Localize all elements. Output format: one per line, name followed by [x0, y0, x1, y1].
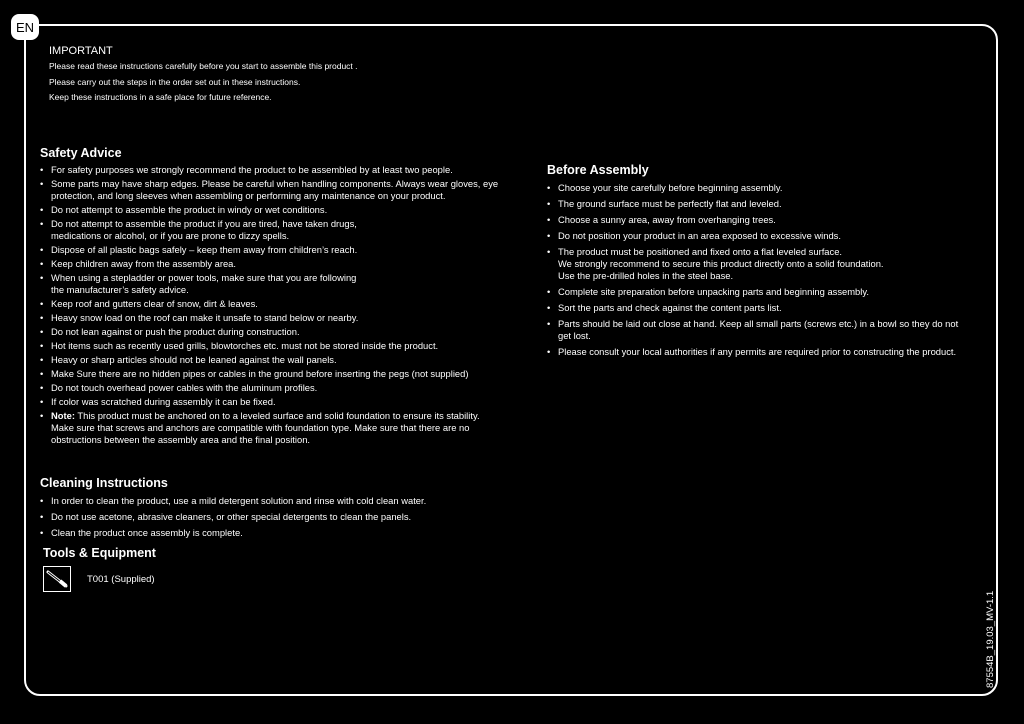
important-line: Keep these instructions in a safe place for future reference.	[49, 92, 272, 102]
important-line: Please carry out the steps in the order set out in these instructions.	[49, 76, 301, 87]
list-item-text: • Dispose of all plastic bags safely – keep them away from children’s reach.	[51, 244, 358, 255]
list-item-text: • Heavy or sharp articles should not be leaned against the wall panels.	[51, 354, 337, 365]
list-item	[40, 382, 520, 394]
list-item	[40, 298, 520, 310]
list-item-text: • Do not attempt to assemble the product in windy or wet conditions.	[51, 204, 328, 215]
list-item-text: • Keep roof and gutters clear of snow, dirt & leaves.	[51, 298, 258, 309]
list-item	[40, 218, 520, 242]
list-item-text: • Make Sure there are no hidden pipes or cables in the ground before inserting the pegs (not supplied)	[51, 368, 469, 379]
note-text: This product must be anchored on to a leveled surface and solid foundation to ensure its stability.	[77, 410, 480, 421]
section-title: Cleaning Instructions	[40, 476, 168, 490]
list-item-text: • Heavy snow load on the roof can make it unsafe to stand below or nearby.	[51, 312, 359, 323]
list-item	[547, 246, 967, 282]
list-item-text: • Do not position your product in an area exposed to excessive winds.	[558, 230, 841, 241]
list-item	[547, 198, 967, 210]
before-assembly-section	[547, 163, 967, 362]
list-item	[40, 204, 520, 216]
list-item: • In order to clean the product, use a mild detergent solution and rinse with cold clean water.	[40, 495, 520, 507]
list-item-text: • Please consult your local authorities if any permits are required prior to constructing the product.	[558, 346, 957, 357]
list-item-text: • Hot items such as recently used grills, blowtorches etc. must not be stored inside the product.	[51, 340, 439, 351]
list-item-text: Use the pre-drilled holes in the steel base.	[558, 270, 734, 281]
list-item-text: • Do not lean against or push the product during construction.	[51, 326, 300, 337]
list-item	[40, 272, 520, 296]
before-list	[547, 182, 967, 358]
important-line: Please read these instructions carefully before you start to assemble this product .	[49, 61, 358, 71]
list-item-text: • Keep children away from the assembly area.	[51, 258, 236, 269]
language-badge: EN	[11, 14, 39, 40]
important-block	[49, 45, 358, 108]
tool-item	[43, 566, 156, 592]
list-item	[40, 326, 520, 338]
section-title: Before Assembly	[547, 163, 649, 177]
list-item-text: We strongly recommend to secure this product directly onto a solid foundation.	[558, 258, 884, 269]
note-item	[40, 410, 520, 446]
list-item-text: the manufacturer’s safety advice.	[51, 284, 189, 295]
screwdriver-icon	[43, 566, 71, 592]
list-item-text: • Complete site preparation before unpacking parts and beginning assembly.	[558, 286, 869, 297]
list-item	[547, 230, 967, 242]
list-item-text: • The ground surface must be perfectly flat and leveled.	[558, 198, 782, 209]
list-item-text: • Some parts may have sharp edges. Please be careful when handling components. Always wear gloves, eye protection, and long sleeves when assembling or performing any maintenance on your product.	[51, 178, 499, 201]
tool-label: T001 (Supplied)	[87, 573, 155, 585]
list-item-text: • Choose your site carefully before beginning assembly.	[558, 182, 783, 193]
list-item-text: • Do not attempt to assemble the product if you are tired, have taken drugs,	[51, 218, 357, 229]
list-item	[40, 354, 520, 366]
list-item-text: • Do not touch overhead power cables with the aluminum profiles.	[51, 382, 318, 393]
list-item	[40, 340, 520, 352]
list-item	[547, 214, 967, 226]
list-item	[40, 164, 520, 176]
list-item	[40, 368, 520, 380]
list-item	[547, 302, 967, 314]
safety-advice-section	[40, 146, 520, 448]
list-item	[40, 178, 520, 202]
list-item-text: • For safety purposes we strongly recommend the product to be assembled by at least two people.	[51, 164, 453, 175]
section-title: Safety Advice	[40, 146, 122, 160]
list-item	[40, 312, 520, 324]
list-item: • Clean the product once assembly is complete.	[40, 527, 520, 539]
list-item	[547, 346, 967, 358]
list-item-text: • The product must be positioned and fixed onto a flat leveled surface.	[558, 246, 843, 257]
safety-list	[40, 164, 520, 446]
list-item	[547, 182, 967, 194]
cleaning-instructions-section	[40, 476, 520, 543]
list-item-text: medications or alcohol, or if you are prone to dizzy spells.	[51, 230, 290, 241]
tools-equipment-section	[43, 546, 156, 592]
list-item-text: • Parts should be laid out close at hand. Keep all small parts (screws etc.) in a bowl so they do not get lost.	[558, 318, 959, 341]
list-item	[40, 258, 520, 270]
list-item	[547, 286, 967, 298]
note-label: Note:	[51, 410, 75, 421]
list-item	[40, 244, 520, 256]
list-item: • Do not use acetone, abrasive cleaners, or other special detergents to clean the panels.	[40, 511, 520, 523]
list-item	[547, 318, 967, 342]
cleaning-list	[40, 495, 520, 539]
list-item-text: • If color was scratched during assembly it can be fixed.	[51, 396, 276, 407]
document-code: 87554B_19.03_MV-1.1	[985, 590, 996, 688]
list-item-text: • Choose a sunny area, away from overhanging trees.	[558, 214, 776, 225]
list-item	[40, 396, 520, 408]
section-title: Tools & Equipment	[43, 546, 156, 560]
list-item-text: • Sort the parts and check against the content parts list.	[558, 302, 782, 313]
note-text: Make sure that screws and anchors are compatible with foundation type. Make sure that there are no obstructions between the assembly area and the final position.	[51, 422, 470, 445]
list-item-text: • When using a stepladder or power tools, make sure that you are following	[51, 272, 357, 283]
important-title: IMPORTANT	[49, 45, 113, 57]
